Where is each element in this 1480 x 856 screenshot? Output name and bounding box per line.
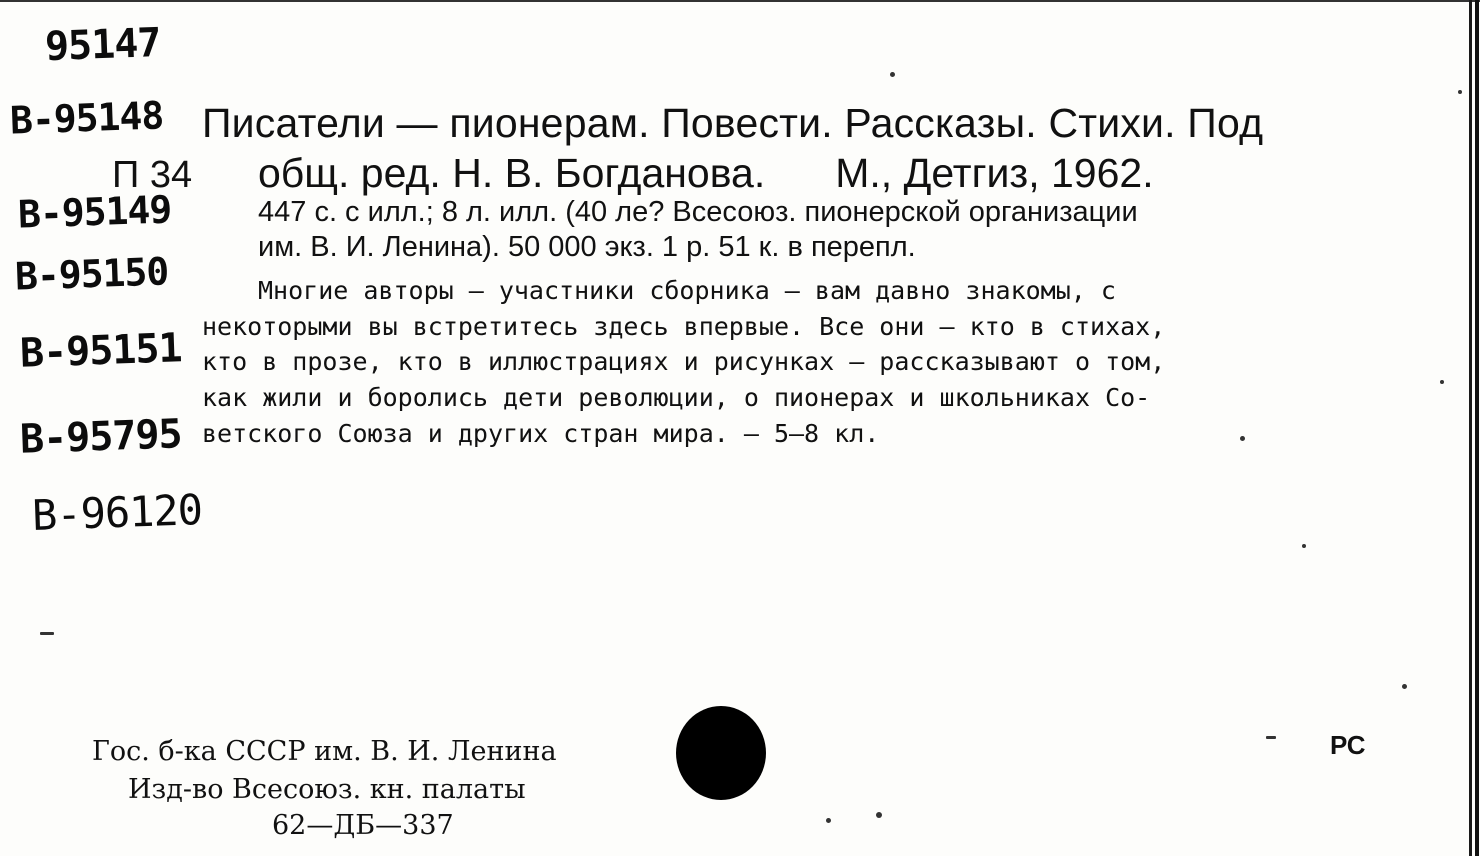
inventory-number: B-95148 — [9, 93, 164, 143]
dust-speck — [1458, 90, 1462, 94]
dust-speck — [890, 72, 895, 77]
book-editor: общ. ред. Н. В. Богданова. — [258, 150, 766, 196]
dust-speck — [1266, 736, 1276, 739]
inventory-number: B-96120 — [31, 485, 203, 540]
book-editor-publisher — [258, 150, 1154, 197]
book-title: Писатели — пионерам. Повести. Рассказы. Стихи. Под — [202, 100, 1264, 146]
inventory-number: B-95149 — [17, 187, 172, 237]
corner-mark: РС — [1330, 730, 1366, 760]
chamber-imprint: Изд-во Всесоюз. кн. палаты — [128, 774, 526, 805]
inventory-number: B-95150 — [14, 249, 169, 299]
punch-hole — [676, 706, 766, 800]
book-publisher: М., Детгиз, 1962. — [835, 150, 1154, 196]
card-top-edge — [0, 0, 1480, 2]
dust-speck — [1402, 684, 1407, 689]
card-number: 62—ДБ—337 — [272, 810, 454, 841]
shelf-mark: П 34 — [112, 154, 193, 196]
card-right-edge-outer — [1475, 0, 1479, 856]
annotation-line: некоторыми вы встретитесь здесь впервые. Все они — кто в стихах, — [202, 312, 1166, 341]
collation-line: им. В. И. Ленина). 50 000 экз. 1 р. 51 к. в перепл. — [258, 231, 916, 263]
dust-speck — [1240, 436, 1245, 441]
collation-line: 447 с. с илл.; 8 л. илл. (40 ле? Всесоюз. пионерской организации — [258, 196, 1138, 228]
inventory-number: 95147 — [44, 19, 162, 71]
inventory-number: B-95795 — [19, 411, 183, 463]
annotation-line: ветского Союза и других стран мира. — 5—8 кл. — [202, 419, 880, 448]
dust-speck — [1440, 380, 1444, 384]
dust-speck — [1302, 544, 1306, 548]
library-imprint: Гос. б-ка СССР им. В. И. Ленина — [92, 736, 557, 767]
annotation-line: кто в прозе, кто в иллюстрациях и рисунках — рассказывают о том, — [202, 347, 1166, 376]
annotation-line: Многие авторы — участники сборника — вам давно знакомы, с — [258, 276, 1116, 305]
dust-speck — [40, 632, 54, 635]
dust-speck — [876, 812, 882, 818]
inventory-number: B-95151 — [19, 325, 183, 377]
annotation-line: как жили и боролись дети революции, о пионерах и школьниках Со- — [202, 383, 1151, 412]
dust-speck — [826, 818, 831, 823]
card-right-edge — [1469, 0, 1472, 856]
